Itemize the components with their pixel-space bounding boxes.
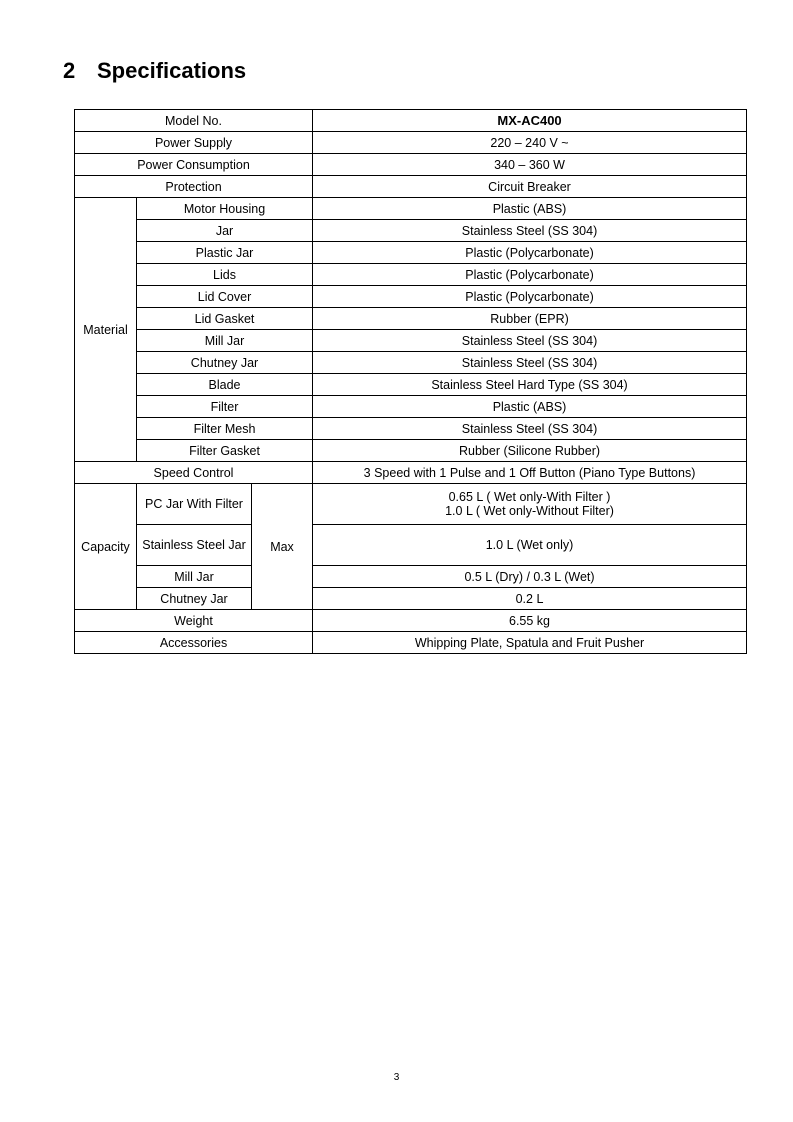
row-value: 340 – 360 W	[313, 154, 747, 176]
table-row	[75, 588, 747, 610]
row-value: Plastic (Polycarbonate)	[313, 286, 747, 308]
row-label: Filter Gasket	[137, 440, 313, 462]
row-value: Stainless Steel (SS 304)	[313, 418, 747, 440]
row-label: Power Consumption	[75, 154, 313, 176]
row-label: Lid Cover	[137, 286, 313, 308]
table-row	[75, 440, 747, 462]
table-row	[75, 525, 747, 566]
table-row	[75, 176, 747, 198]
row-label: Jar	[137, 220, 313, 242]
row-value: Stainless Steel (SS 304)	[313, 352, 747, 374]
model-number-value: MX-AC400	[313, 110, 747, 132]
row-value: Circuit Breaker	[313, 176, 747, 198]
row-value: 220 – 240 V ~	[313, 132, 747, 154]
table-row	[75, 566, 747, 588]
row-label: Chutney Jar	[137, 352, 313, 374]
table-row	[75, 242, 747, 264]
table-row	[75, 132, 747, 154]
table-row	[75, 308, 747, 330]
row-value: 6.55 kg	[313, 610, 747, 632]
table-row	[75, 198, 747, 220]
row-label: Blade	[137, 374, 313, 396]
table-row	[75, 286, 747, 308]
row-value: Plastic (Polycarbonate)	[313, 264, 747, 286]
specifications-table	[74, 109, 747, 654]
row-value: 3 Speed with 1 Pulse and 1 Off Button (Piano Type Buttons)	[313, 462, 747, 484]
table-row	[75, 220, 747, 242]
table-row	[75, 396, 747, 418]
table-row	[75, 610, 747, 632]
row-label: Stainless Steel Jar	[137, 525, 252, 566]
row-value: Stainless Steel (SS 304)	[313, 220, 747, 242]
row-label: Filter Mesh	[137, 418, 313, 440]
material-group-label: Material	[75, 198, 137, 462]
max-label: Max	[252, 484, 313, 610]
row-label: Motor Housing	[137, 198, 313, 220]
row-value: Rubber (Silicone Rubber)	[313, 440, 747, 462]
row-label: Accessories	[75, 632, 313, 654]
row-value: Plastic (ABS)	[313, 396, 747, 418]
table-row	[75, 264, 747, 286]
table-row	[75, 374, 747, 396]
row-value: 0.5 L (Dry) / 0.3 L (Wet)	[313, 566, 747, 588]
table-row	[75, 330, 747, 352]
table-row	[75, 110, 747, 132]
row-label: Mill Jar	[137, 330, 313, 352]
row-value	[313, 484, 747, 525]
row-label: Lid Gasket	[137, 308, 313, 330]
table-row	[75, 632, 747, 654]
row-label: Speed Control	[75, 462, 313, 484]
table-row	[75, 484, 747, 525]
row-value: Whipping Plate, Spatula and Fruit Pusher	[313, 632, 747, 654]
section-title: Specifications	[97, 58, 247, 83]
row-value: Rubber (EPR)	[313, 308, 747, 330]
row-value: Stainless Steel (SS 304)	[313, 330, 747, 352]
section-heading	[63, 58, 246, 84]
section-number: 2	[63, 58, 76, 83]
row-value: Stainless Steel Hard Type (SS 304)	[313, 374, 747, 396]
table-row	[75, 462, 747, 484]
row-label: Filter	[137, 396, 313, 418]
table-row	[75, 352, 747, 374]
row-value: 0.2 L	[313, 588, 747, 610]
row-label: Chutney Jar	[137, 588, 252, 610]
capacity-group-label: Capacity	[75, 484, 137, 610]
row-label: Plastic Jar	[137, 242, 313, 264]
value-line: 1.0 L ( Wet only-Without Filter)	[445, 504, 614, 518]
row-label: Model No.	[75, 110, 313, 132]
row-label: Mill Jar	[137, 566, 252, 588]
row-value: Plastic (Polycarbonate)	[313, 242, 747, 264]
row-label: Protection	[75, 176, 313, 198]
row-label: Weight	[75, 610, 313, 632]
table-row	[75, 418, 747, 440]
row-value: 1.0 L (Wet only)	[313, 525, 747, 566]
value-line: 0.65 L ( Wet only-With Filter )	[448, 490, 611, 504]
row-label: PC Jar With Filter	[137, 484, 252, 525]
table-row	[75, 154, 747, 176]
row-label: Power Supply	[75, 132, 313, 154]
page-number: 3	[393, 1072, 400, 1083]
row-label: Lids	[137, 264, 313, 286]
row-value: Plastic (ABS)	[313, 198, 747, 220]
